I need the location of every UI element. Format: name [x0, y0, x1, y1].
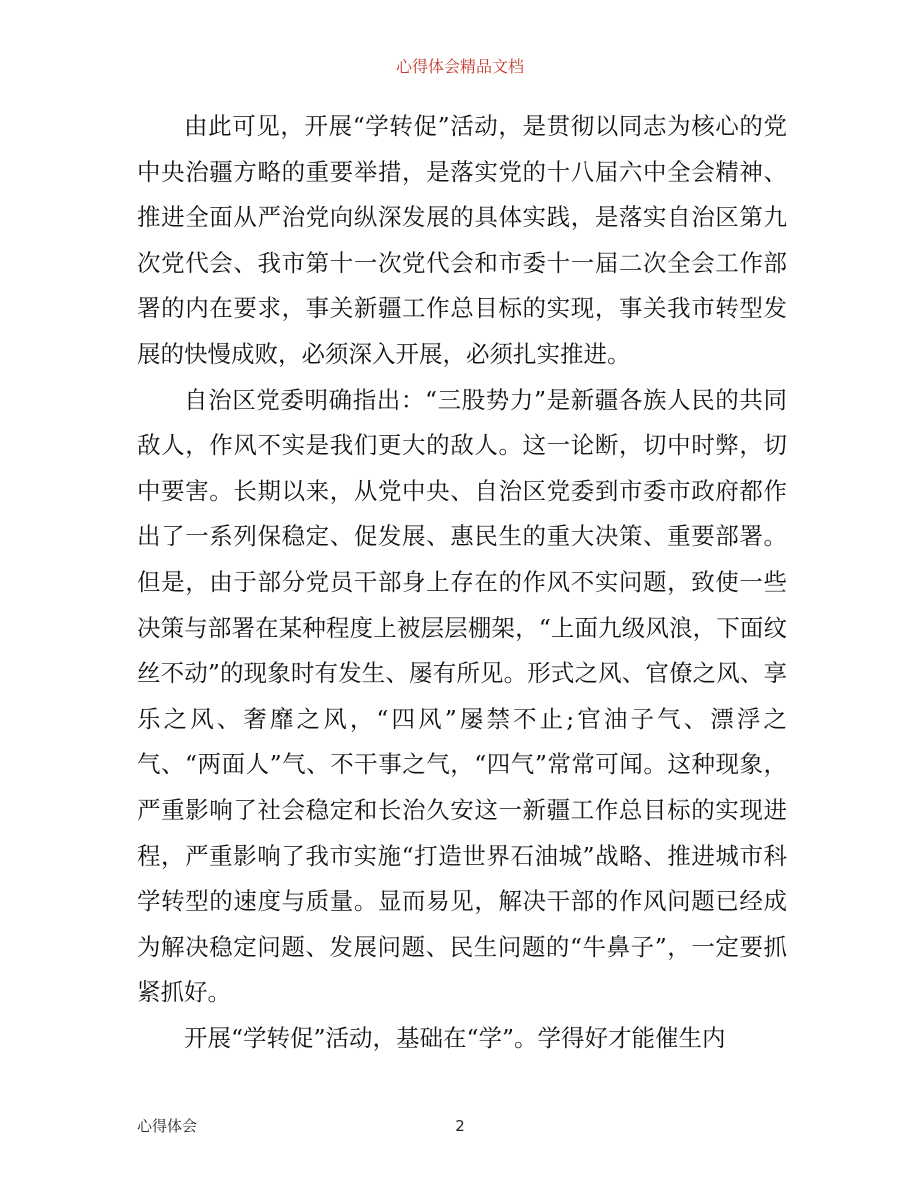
page-number: 2 — [455, 1117, 465, 1135]
paragraph-3: 开展“学转促”活动，基础在“学”。学得好才能催生内 — [184, 1023, 726, 1052]
paragraph-2: 自治区党委明确指出：“三股势力”是新疆各族人民的共同敌人，作风不实是我们更大的敌人。这一论断，切中时弊，切中要害。长期以来，从党中央、自治区党委到市委市政府都作出了一系列保稳定、促发展、惠民生的重大决策、重要部署。但是，由于部分党员干部身上存在的作风不实问题，致使一些决策与部署在某种程度上被层层棚架，“上面九级风浪，下面纹丝不动”的现象时有发生、屡有所见。形式之风、官僚之风、享乐之风、奢靡之风，“四风”屡禁不止;官油子气、漂浮之气、“两面人”气、不干事之气，“四气”常常可闻。这种现象，严重影响了社会稳定和长治久安这一新疆工作总目标的实现进程，严重影响了我市实施“打造世界石油城”战略、推进城市科学转型的速度与质量。显而易见，解决干部的作风问题已经成为解决稳定问题、发展问题、民生问题的“牛鼻子”，一定要抓紧抓好。 — [137, 385, 787, 1007]
paragraph-1: 由此可见，开展“学转促”活动，是贯彻以同志为核心的党中央治疆方略的重要举措，是落实党的十八届六中全会精神、推进全面从严治党向纵深发展的具体实践，是落实自治区第九次党代会、我市第十一次党代会和市委十一届二次全会工作部署的内在要求，事关新疆工作总目标的实现，事关我市转型发展的快慢成败，必须深入开展，必须扎实推进。 — [137, 112, 787, 368]
page-header-title: 心得体会精品文档 — [395, 57, 524, 76]
document-body — [137, 104, 787, 1061]
footer-label: 心得体会 — [137, 1117, 198, 1135]
